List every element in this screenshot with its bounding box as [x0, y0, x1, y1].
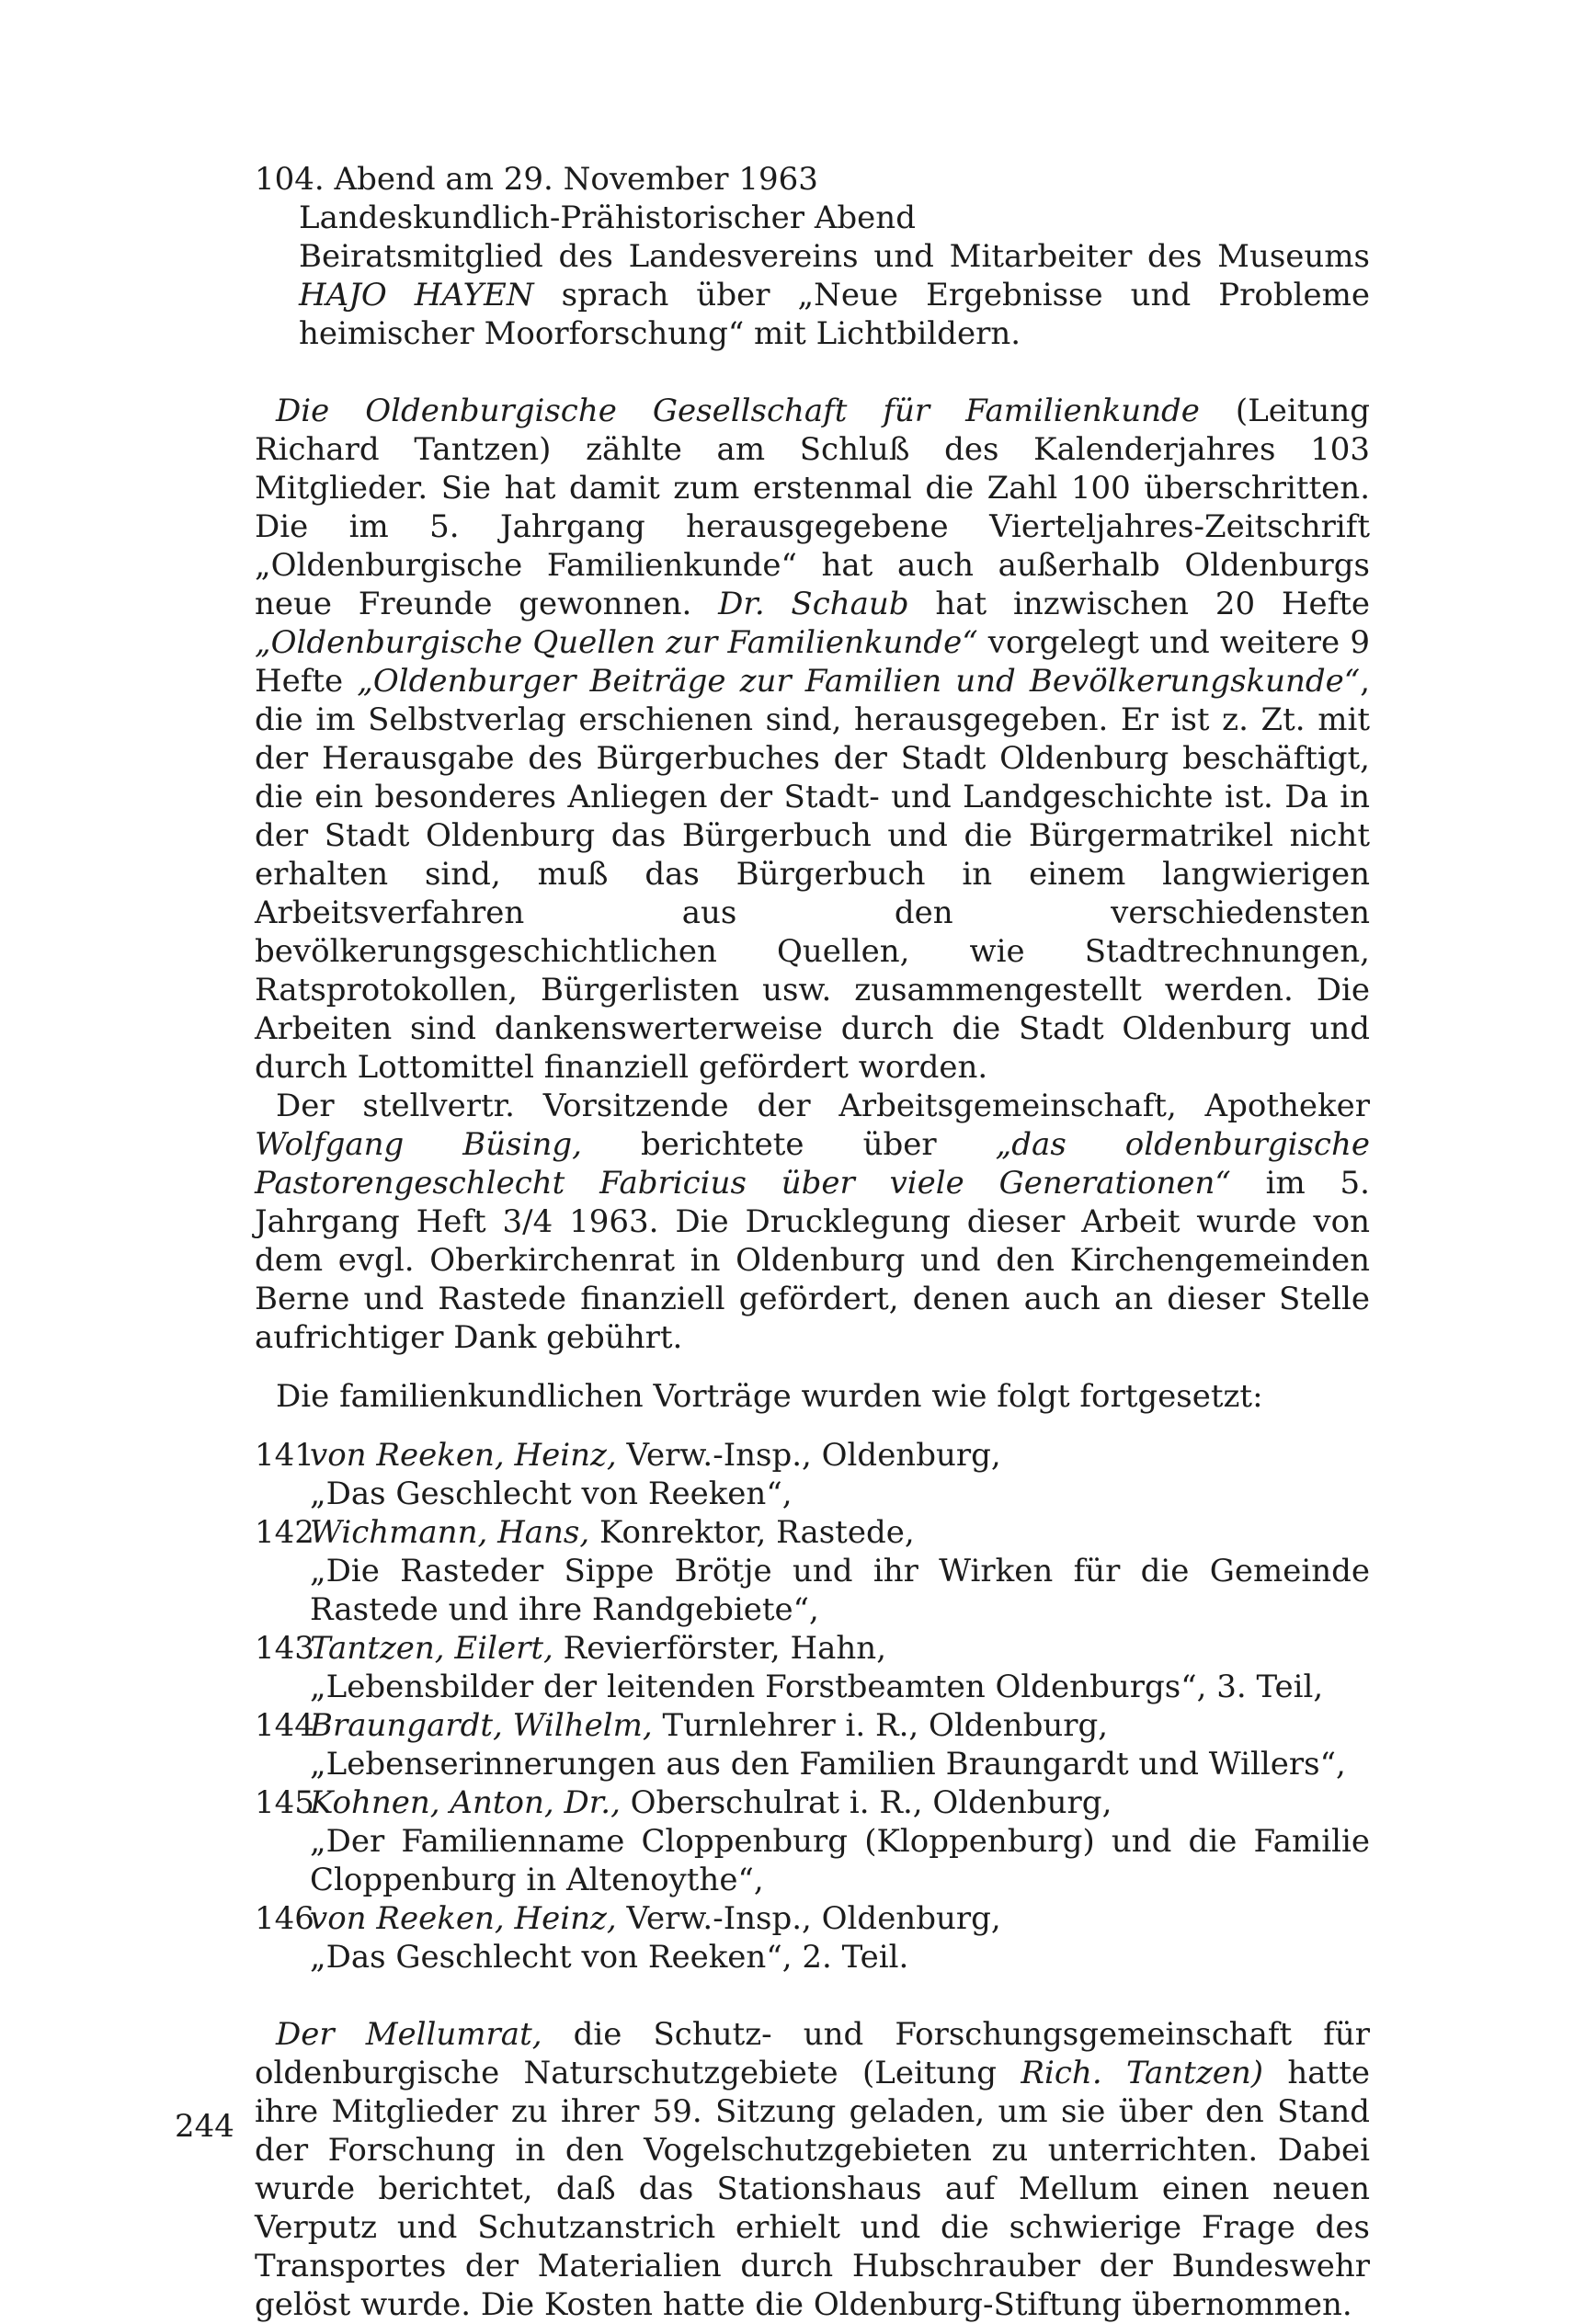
- org-name: Der Mellumrat,: [276, 2016, 542, 2053]
- paragraph: Die Oldenburgische Gesellschaft für Familienkunde (Leitung Richard Tantzen) zählte am Schluß des Kalenderjahres 103 Mitglieder. Sie hat damit zum erstenmal die Zahl 100 überschritten. Die im 5. Jahrgang herausgegebene Vierteljahres-Zeitschrift „Oldenburgische Familienkunde“ hat auch außerhalb Oldenburgs neue Freunde gewonnen. Dr. Schaub hat inzwischen 20 Hefte „Oldenburgische Quellen zur Familienkunde“ vorgelegt und weitere 9 Hefte „Oldenburger Beiträge zur Familien und Bevölkerungskunde“, die im Selbstverlag erschienen sind, herausgegeben. Er ist z. Zt. mit der Herausgabe des Bürgerbuches der Stadt Oldenburg beschäftigt, die ein besonderes Anliegen der Stadt- und Landgeschichte ist. Da in der Stadt Oldenburg das Bürgerbuch und die Bürgermatrikel nicht erhalten sind, muß das Bürgerbuch in einem langwierigen Arbeitsverfahren aus den verschiedensten bevölkerungsgeschichtlichen Quellen, wie Stadtrechnungen, Ratsprotokollen, Bürgerlisten usw. zusammengestellt werden. Die Arbeiten sind dankenswerterweise durch die Stadt Oldenburg und durch Lottomittel finanziell gefördert worden.: [255, 393, 1371, 1086]
- talk-speaker: von Reeken, Heinz,: [310, 1437, 617, 1474]
- talk-number: 145: [255, 1784, 314, 1821]
- talk-title: „Die Rasteder Sippe Brötje und ihr Wirken für die Gemeinde Rastede und ihre Randgebiete“,: [310, 1553, 1370, 1628]
- speaker-name: HAJO HAYEN: [299, 277, 534, 313]
- lecture-body: [255, 199, 1370, 353]
- talk-title: „Lebensbilder der leitenden Forstbeamten Oldenburgs“, 3. Teil,: [310, 1669, 1324, 1705]
- org-name: Die Oldenburgische Gesellschaft für Familienkunde: [276, 393, 1200, 429]
- familienkunde-section: [211, 392, 1370, 1977]
- talk-title: „Der Familienname Cloppenburg (Kloppenburg) und die Familie Cloppenburg in Altenoythe“,: [310, 1823, 1370, 1898]
- lecture-date: Abend am 29. November 1963: [334, 161, 818, 198]
- talk-title: „Das Geschlecht von Reeken“,: [310, 1475, 793, 1512]
- page-content: [211, 160, 1370, 2324]
- list-item: 143 Tantzen, Eilert, Revierförster, Hahn, „Lebensbilder der leitenden Forstbeamten Oldenburgs“, 3. Teil,: [255, 1629, 1370, 1706]
- talks-list: [255, 1436, 1370, 1977]
- list-item: 146 von Reeken, Heinz, Verw.-Insp., Oldenburg, „Das Geschlecht von Reeken“, 2. Teil.: [255, 1899, 1370, 1977]
- talk-speaker: Kohnen, Anton, Dr.,: [310, 1784, 621, 1821]
- list-item: 145 Kohnen, Anton, Dr., Oberschulrat i. R., Oldenburg, „Der Familienname Cloppenburg (Kloppenburg) und die Familie Cloppenburg in Altenoythe“,: [255, 1784, 1370, 1898]
- talk-number: 143: [255, 1630, 314, 1667]
- talk-number: 144: [255, 1707, 314, 1744]
- paragraph: Der stellvertr. Vorsitzende der Arbeitsgemeinschaft, Apotheker Wolfgang Büsing, berichtete über „das oldenburgische Pastorengeschlecht Fabricius über viele Generationen“ im 5. Jahrgang Heft 3/4 1963. Die Drucklegung dieser Arbeit wurde von dem evgl. Oberkirchenrat in Oldenburg und den Kirchengemeinden Berne und Rastede finanziell gefördert, denen auch an dieser Stelle aufrichtiger Dank gebührt.: [255, 1088, 1370, 1356]
- lecture-description: Beiratsmitglied des Landesvereins und Mitarbeiter des Museums HAJO HAYEN sprach über „Neue Ergebnisse und Probleme heimischer Moorforschung“ mit Lichtbildern.: [299, 238, 1371, 352]
- lecture-title: Landeskundlich-Prähistorischer Abend: [299, 199, 916, 236]
- talk-number: 146: [255, 1900, 314, 1937]
- talk-speaker: von Reeken, Heinz,: [310, 1900, 617, 1937]
- lecture-number: 104.: [255, 161, 325, 198]
- list-item: 144 Braungardt, Wilhelm, Turnlehrer i. R., Oldenburg, „Lebenserinnerungen aus den Familien Braungardt und Willers“,: [255, 1706, 1370, 1783]
- paragraph: Der Mellumrat, die Schutz- und Forschungsgemeinschaft für oldenburgische Naturschutzgebiete (Leitung Rich. Tantzen) hatte ihre Mitglieder zu ihrer 59. Sitzung geladen, um sie über den Stand der Forschung in den Vogelschutzgebieten zu unterrichten. Dabei wurde berichtet, daß das Stationshaus auf Mellum einen neuen Verputz und Schutzanstrich erhielt und die schwierige Frage des Transportes der Materialien durch Hubschrauber der Bundeswehr gelöst wurde. Die Kosten hatte die Oldenburg-Stiftung übernommen.: [255, 2016, 1370, 2323]
- lecture-heading: [255, 160, 1370, 199]
- talk-speaker: Wichmann, Hans,: [310, 1514, 590, 1551]
- talk-title: „Das Geschlecht von Reeken“, 2. Teil.: [310, 1939, 909, 1976]
- mellumrat-section: [211, 2015, 1370, 2324]
- list-item: 142 Wichmann, Hans, Konrektor, Rastede, „Die Rasteder Sippe Brötje und ihr Wirken für die Gemeinde Rastede und ihre Randgebiete“,: [255, 1514, 1370, 1628]
- page-number: 244: [175, 2108, 234, 2145]
- talk-speaker: Tantzen, Eilert,: [310, 1630, 553, 1667]
- talks-intro: Die familienkundlichen Vorträge wurden wie folgt fortgesetzt:: [276, 1378, 1263, 1415]
- talk-speaker: Braungardt, Wilhelm,: [310, 1707, 653, 1744]
- talk-title: „Lebenserinnerungen aus den Familien Braungardt und Willers“,: [310, 1746, 1346, 1783]
- list-item: 141 von Reeken, Heinz, Verw.-Insp., Oldenburg, „Das Geschlecht von Reeken“,: [255, 1436, 1370, 1513]
- talk-number: 142: [255, 1514, 314, 1551]
- talk-number: 141: [255, 1437, 314, 1474]
- lecture-entry-104: [211, 160, 1370, 353]
